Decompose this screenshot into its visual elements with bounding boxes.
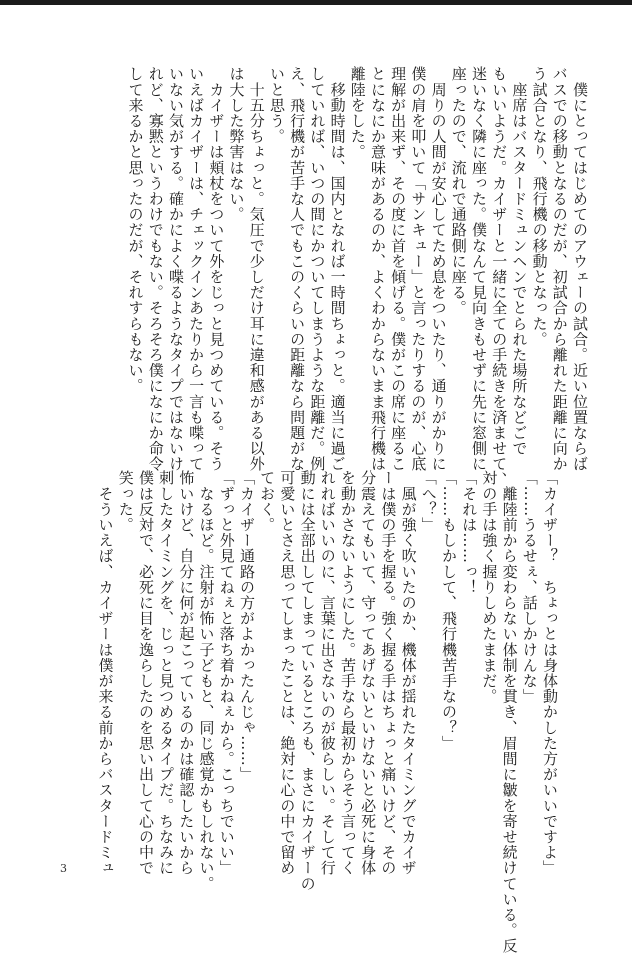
text-line: 座ったので、流れで通路側に座る。	[449, 66, 468, 316]
text-line: 分震えてもいて、守ってあげないといけないと必死に身体	[359, 470, 378, 876]
text-line: 移動時間は、国内となれば一時間ちょっと。適当に過ご	[328, 66, 347, 472]
text-line: して来るかと思ったのだが、それすらもない。	[126, 66, 145, 394]
text-line: え、飛行機が苦手な人でもこのくらいの距離なら問題がな	[288, 66, 307, 472]
text-line: いない気がする。確かによく喋るようなタイプではないけ	[166, 66, 185, 472]
text-line: 周りの人間が安心してため息をついたり、通りがかりに	[429, 66, 448, 472]
text-line: 僕の肩を叩いて「サンキュー」と言ったりするのが、心底	[409, 66, 428, 472]
text-line: 僕にとってはじめてのアウェーの試合。近い位置ならば	[571, 66, 589, 472]
text-line: 迷いなく隣に座った。僕なんて見向きもせずに先に窓側に	[469, 66, 488, 472]
text-line: 離陸をした。	[348, 66, 367, 160]
text-line: 「それは……っ！	[460, 470, 479, 595]
text-line: 怖いけど、自分に何が起こっているのかは確認したいから	[177, 470, 196, 876]
text-line: なるほど。注射が怖い子どもと、同じ感覚かもしれない。	[197, 470, 216, 892]
page-number: 3	[60, 862, 67, 875]
text-line: 動には全部出してしまっているところも、まさにカイザーの	[298, 470, 317, 892]
text-line: 「カイザー通路の方がよかったんじゃ……」	[237, 470, 256, 782]
text-line: う試合となり、飛行機の移動となった。	[530, 66, 549, 347]
text-line: は大した弊害はない。	[227, 66, 246, 222]
text-line: バスでの移動となるのだが、初試合から離れた距離に向か	[550, 66, 569, 472]
text-line: れればいいのに、言葉に出さないのが彼らしい。そして行	[318, 470, 337, 876]
text-line: を動かさないようにした。苦手なら最初からそう言ってく	[338, 470, 357, 876]
text-line: 可愛いとさえ思ってしまったことは、絶対に心の中で留め	[278, 470, 297, 876]
text-line: そういえば、カイザーは僕が来る前からバスタードミュ	[96, 470, 115, 876]
text-line: 僕は反対で、必死に目を逸らしたのを思い出して心の中で	[136, 470, 155, 876]
text-line: 風が強く吹いたのか、機体が揺れたタイミングでカイザ	[399, 470, 418, 876]
text-line: していれば、いつの間にかついてしまうような距離だ。例	[308, 66, 327, 472]
text-line: 刺したタイミングを、じっと見つめるタイプだ。ちなみに	[157, 470, 176, 876]
lower-text-block	[93, 470, 560, 954]
text-line: 対の手は強く握りしめたままだ。	[480, 470, 499, 704]
text-line: ーは僕の手を握る。強く握る手はちょっと痛いけど、その	[379, 470, 398, 876]
text-line: 「……もしかして、飛行機苦手なの？」	[439, 470, 458, 751]
text-line: もいいようだ。カイザーと一緒に全ての手続きを済ませて、	[490, 66, 509, 488]
text-line: とになにか意味があるのか、よくわからないまま飛行機は	[368, 66, 387, 472]
text-line: カイザーは頬杖をついて外をじっと見つめている。そう	[207, 66, 226, 472]
text-line: 座席はバスタードミュンヘンでとられた場所などごで	[510, 66, 529, 456]
text-line: いと思う。	[267, 66, 286, 144]
text-line: 「ずっと外見てねぇと落ち着かねぇから。こっちでいい」	[217, 470, 236, 876]
text-line: 十五分ちょっと。気圧で少しだけ耳に違和感がある以外	[247, 66, 266, 472]
text-line: 理解が出来ず、その度に首を傾げる。僕がこの席に座るこ	[389, 66, 408, 472]
text-line: れど、寡黙というわけでもない。そろそろ僕になにか命令	[146, 66, 165, 472]
upper-text-block	[60, 66, 590, 488]
text-line: いえばカイザーは、チェックインあたりから一言も喋って	[187, 66, 206, 472]
text-line: 笑った。	[116, 470, 135, 533]
text-line: ておく。	[258, 470, 277, 533]
top-border-bar	[0, 0, 632, 5]
text-line: 「へ？」	[419, 470, 438, 533]
text-line: 「……うるせぇ、話しかけんな」	[520, 470, 539, 704]
text-line: 「カイザー？ ちょっとは身体動かした方がいいですよ」	[541, 470, 559, 876]
text-line: 離陸前から変わらない体制を貫き、眉間に皺を寄せ続けている。反	[500, 470, 519, 954]
